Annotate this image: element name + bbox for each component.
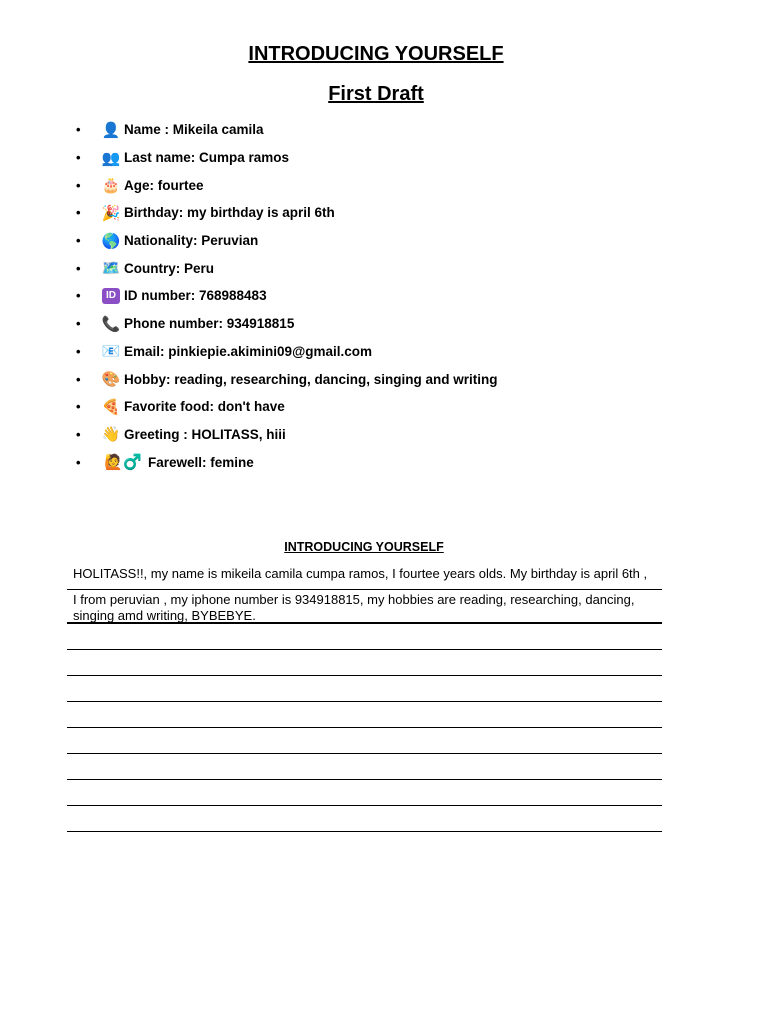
ruled-line (67, 702, 662, 728)
bullet: • (76, 371, 81, 387)
bullet: • (76, 233, 81, 249)
telephone-icon: 📞 (101, 314, 121, 333)
ruled-line (67, 676, 662, 702)
info-item-label: Nationality: Peruvian (124, 233, 259, 249)
info-item-last-name (76, 144, 498, 172)
info-item-id-number (76, 282, 498, 310)
info-item-label: Last name: Cumpa ramos (124, 150, 290, 166)
writing-area (67, 562, 662, 832)
info-item-greeting (76, 421, 498, 449)
info-item-nationality (76, 227, 498, 255)
info-item-label: Greeting : HOLITASS, hiii (124, 426, 286, 442)
info-item-farewell (76, 448, 498, 476)
info-item-label: Email: pinkiepie.akimini09@gmail.com (124, 343, 372, 359)
info-item-country (76, 254, 498, 282)
email-icon: 📧 (101, 342, 121, 361)
info-item-phone-number (76, 310, 498, 338)
info-item-label: Age: fourtee (124, 177, 204, 193)
bullet: • (76, 454, 81, 470)
info-item-birthday (76, 199, 498, 227)
bullet: • (76, 343, 81, 359)
paragraph-line-1: HOLITASS!!, my name is mikeila camila cumpa ramos, I fourtee years olds. My birthday is april 6th , (67, 562, 662, 590)
waving-hand-icon: 👋 (101, 425, 121, 444)
pizza-icon: 🍕 (101, 397, 121, 416)
ruled-line (67, 780, 662, 806)
info-item-label: Birthday: my birthday is april 6th (124, 205, 335, 221)
id-icon: ID (102, 288, 120, 304)
artist-palette-icon: 🎨 (101, 370, 121, 389)
bullet: • (76, 288, 81, 304)
ruled-line (67, 650, 662, 676)
globe-icon: 🌎 (101, 231, 121, 250)
info-item-label: Favorite food: don't have (124, 399, 285, 415)
ruled-line (67, 754, 662, 780)
info-item-favorite-food (76, 393, 498, 421)
bullet: • (76, 316, 81, 332)
info-list (76, 116, 498, 476)
world-map-icon: 🗺️ (101, 259, 121, 278)
person-raising-hand-icon: 🙋♂️ (104, 453, 142, 472)
bullet: • (76, 122, 81, 138)
page-subtitle: First Draft (328, 83, 424, 105)
info-item-age (76, 171, 498, 199)
info-item-hobby (76, 365, 498, 393)
info-item-label: Country: Peru (124, 260, 215, 276)
info-item-name (76, 116, 498, 144)
info-item-label: Phone number: 934918815 (124, 316, 295, 332)
bullet: • (76, 177, 81, 193)
info-item-label: ID number: 768988483 (124, 288, 267, 304)
bullet: • (76, 150, 81, 166)
writing-section-heading: INTRODUCING YOURSELF (284, 540, 444, 554)
people-icon: 👥 (101, 148, 121, 167)
ruled-line (67, 624, 662, 650)
info-item-label: Hobby: reading, researching, dancing, singing and writing (124, 371, 498, 387)
bullet: • (76, 399, 81, 415)
birthday-cake-icon: 🎂 (101, 176, 121, 195)
info-item-label: Farewell: femine (148, 454, 254, 470)
info-item-label: Name : Mikeila camila (124, 122, 264, 138)
info-item-email (76, 338, 498, 366)
paragraph-line-2: I from peruvian , my iphone number is 934918815, my hobbies are reading, researching, dancing, singing amd writing, BYBEBYE. (67, 590, 662, 624)
party-popper-icon: 🎉 (101, 203, 121, 222)
ruled-line (67, 806, 662, 832)
bullet: • (76, 260, 81, 276)
person-icon: 👤 (101, 120, 121, 139)
ruled-line (67, 728, 662, 754)
bullet: • (76, 205, 81, 221)
bullet: • (76, 426, 81, 442)
page-title: INTRODUCING YOURSELF (248, 43, 504, 65)
